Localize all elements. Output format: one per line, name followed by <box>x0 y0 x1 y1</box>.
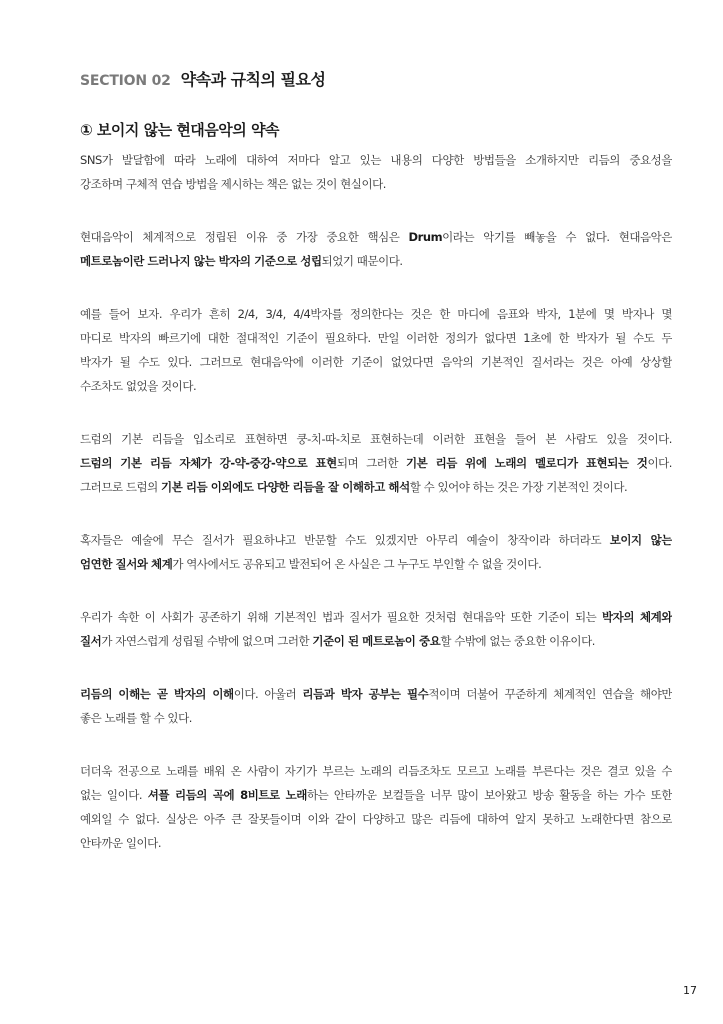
text-line <box>80 629 672 653</box>
text-run: 안타까운 일이다. <box>80 836 162 850</box>
text-line <box>80 528 672 552</box>
text-run: 적이며 더불어 꾸준하게 체계적인 연습을 해야만 <box>428 687 672 701</box>
text-run: 마디로 박자의 빠르기에 대한 절대적인 기준이 필요하다. 만일 이러한 정의가 없다면 1초에 한 박자가 될 수도 두 <box>80 331 672 345</box>
text-run: 할 수 있어야 하는 것은 가장 기본적인 것이다. <box>409 480 628 494</box>
text-line <box>80 326 672 350</box>
text-run: 가 자연스럽게 성립될 수밖에 없으며 그러한 <box>101 634 313 648</box>
text-run: 할 수밖에 없는 중요한 이유이다. <box>440 634 595 648</box>
bold-text: 셔플 리듬의 곡에 8비트로 노래 <box>147 788 307 802</box>
text-run: 예를 들어 보자. 우리가 흔히 2/4, 3/4, 4/4박자를 정의한다는 것은 한 마디에 음표와 박자, 1분에 몇 박자나 몇 <box>80 307 672 321</box>
body-text <box>80 148 672 884</box>
text-run: 혹자들은 예술에 무슨 질서가 필요하냐고 반문할 수도 있겠지만 아무리 예술이 창작이라 하더라도 <box>80 533 610 547</box>
bold-text: 박자의 체계와 <box>602 610 672 624</box>
text-run: 더더욱 전공으로 노래를 배워 온 사람이 자기가 부르는 노래의 리듬조차도 모르고 노래를 부른다는 것은 결코 있을 수 <box>80 764 672 778</box>
text-run: 박자가 될 수도 있다. 그러므로 현대음악에 이러한 기준이 없었다면 음악의 기본적인 질서라는 것은 아예 상상할 <box>80 355 672 369</box>
text-line <box>80 682 672 706</box>
bold-text: 드럼의 기본 리듬 자체가 강-약-중강-약으로 표현 <box>80 456 337 470</box>
text-line <box>80 374 672 398</box>
text-line <box>80 302 672 326</box>
paragraph <box>80 148 672 196</box>
text-line <box>80 706 672 730</box>
text-run: 현대음악이 체계적으로 정립된 이유 중 가장 중요한 핵심은 <box>80 230 409 244</box>
text-run: 이라는 악기를 빼놓을 수 없다. 현대음악은 <box>442 230 672 244</box>
text-line <box>80 172 672 196</box>
bold-text: 리듬과 박자 공부는 필수 <box>302 687 429 701</box>
text-line <box>80 807 672 831</box>
text-run: SNS가 발달함에 따라 노래에 대하여 저마다 알고 있는 내용의 다양한 방법들을 소개하지만 리듬의 중요성을 <box>80 153 672 167</box>
bold-text: 보이지 않는 <box>609 533 672 547</box>
text-run: 강조하며 구체적 연습 방법을 제시하는 책은 없는 것이 현실이다. <box>80 177 386 191</box>
text-line <box>80 427 672 451</box>
text-line <box>80 475 672 499</box>
text-run: 수조차도 없었을 것이다. <box>80 379 197 393</box>
paragraph <box>80 605 672 653</box>
bold-text: Drum <box>408 230 443 244</box>
text-run: 예외일 수 없다. 실상은 아주 큰 잘못들이며 이와 같이 다양하고 많은 리듬에 대하여 알지 못하고 노래한다면 참으로 <box>80 812 672 826</box>
text-run: 되며 그러한 <box>336 456 406 470</box>
text-line <box>80 350 672 374</box>
text-line <box>80 148 672 172</box>
text-line <box>80 605 672 629</box>
page-number: 17 <box>683 984 697 997</box>
text-run: 하는 안타까운 보컬들을 너무 많이 보아왔고 방송 활동을 하는 가수 또한 <box>306 788 672 802</box>
text-run: 가 역사에서도 공유되고 발전되어 온 사실은 그 누구도 부인할 수 없을 것이다. <box>172 557 542 571</box>
text-line <box>80 552 672 576</box>
text-line <box>80 249 672 273</box>
text-run: 이다. <box>647 456 672 470</box>
bold-text: 질서 <box>80 634 102 648</box>
bold-text: 엄연한 질서와 체계 <box>80 557 173 571</box>
paragraph <box>80 682 672 730</box>
text-run: 우리가 속한 이 사회가 공존하기 위해 기본적인 법과 질서가 필요한 것처럼 현대음악 또한 기준이 되는 <box>80 610 603 624</box>
text-line <box>80 225 672 249</box>
bold-text: 리듬의 이해는 곧 박자의 이해 <box>80 687 234 701</box>
section-header <box>80 67 325 90</box>
section-label: SECTION 02 <box>80 73 171 89</box>
bold-text: 기본 리듬 위에 노래의 멜로디가 표현되는 것 <box>405 456 648 470</box>
bold-text: 기본 리듬 이외에도 다양한 리듬을 잘 이해하고 해석 <box>161 480 410 494</box>
text-line <box>80 783 672 807</box>
text-run: 되었기 때문이다. <box>321 254 403 268</box>
paragraph <box>80 528 672 576</box>
text-run: 좋은 노래를 할 수 있다. <box>80 711 192 725</box>
text-run: 이다. 아울러 <box>233 687 303 701</box>
text-run: 그러므로 드럼의 <box>80 480 162 494</box>
text-line <box>80 451 672 475</box>
section-title: 약속과 규칙의 필요성 <box>180 70 326 89</box>
paragraph <box>80 225 672 273</box>
bold-text: 메트로놈이란 드러나지 않는 박자의 기준으로 성립 <box>80 254 322 268</box>
text-run: 없는 일이다. <box>80 788 148 802</box>
bold-text: 기준이 된 메트로놈이 중요 <box>312 634 441 648</box>
paragraph <box>80 427 672 499</box>
paragraph <box>80 302 672 398</box>
sub-heading: ① 보이지 않는 현대음악의 약속 <box>80 121 279 139</box>
text-run: 드럼의 기본 리듬을 입소리로 표현하면 쿵-치-따-치로 표현하는데 이러한 표현을 들어 본 사람도 있을 것이다. <box>80 432 672 446</box>
text-line <box>80 831 672 855</box>
paragraph <box>80 759 672 855</box>
text-line <box>80 759 672 783</box>
